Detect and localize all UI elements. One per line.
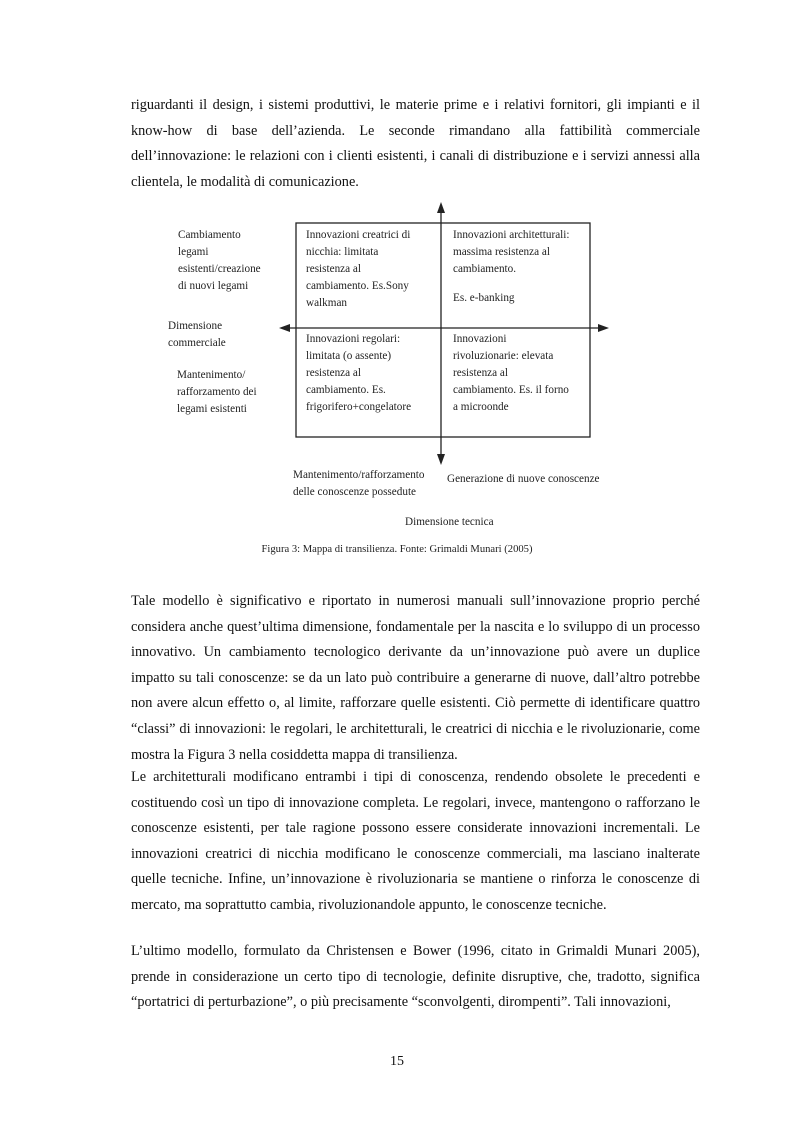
label-commercial-dimension: Dimensione commerciale [168,320,226,349]
label-commercial-change: Cambiamento legami esistenti/creazione di nuovi legami [178,229,261,292]
arrow-right-icon [598,324,609,332]
quadrant-niche: Innovazioni creatrici di nicchia: limitata resistenza al cambiamento. Es.Sony walkman [306,229,411,309]
paragraph-disruptive: L’ultimo modello, formulato da Christensen e Bower (1996, citato in Grimaldi Munari 2005), prende in considerazione un certo tipo di tecnologie, definite disruptive, che, tradotto, significa “portatrici di perturbazione”, o più precisamente “sconvolgenti, dirompenti”. Tali innovazioni, [131,943,700,1011]
paragraph-intro: riguardanti il design, i sistemi produttivi, le materie prime e i relativi fornitori, gli impianti e il know-how di base dell’azienda. Le seconde rimandano alla fattibilità commerciale dell’innovazione: le relazioni con i clienti esistenti, i canali di distribuzione e i servizi annessi alla clientela, le modalità di comunicazione. [131,97,700,190]
paragraph-model-significance: Tale modello è significativo e riportato in numerosi manuali sull’innovazione proprio perché considera anche quest’ultima dimensione, fondamentale per la nascita e lo sviluppo di un processo innovativo. Un cambiamento tecnologico derivante da un’innovazione può avere un duplice impatto su tali conoscenze: se da un lato può contribuire a generarne di nuove, dall’altro potrebbe non avere alcun effetto o, al limite, rafforzare quelle esistenti. Ciò permette di identificare quattro “classi” di innovazioni: le regolari, le architetturali, le creatrici di nicchia e le rivoluzionarie, come mostra la Figura 3 nella cosiddetta mappa di transilienza. [131,593,700,763]
quadrant-architectural: Innovazioni architetturali: massima resistenza al cambiamento. Es. e-banking [453,229,570,304]
quadrant-regular: Innovazioni regolari: limitata (o assente) resistenza al cambiamento. Es. frigorifero+congelatore [306,333,412,413]
page-number: 15 [390,1054,404,1069]
quadrant-revolutionary: Innovazioni rivoluzionarie: elevata resistenza al cambiamento. Es. il forno a microonde [453,333,569,413]
arrow-up-icon [437,202,445,213]
label-technical-dimension: Dimensione tecnica [405,516,494,528]
paragraph-classes: Le architetturali modificano entrambi i tipi di conoscenza, rendendo obsolete le precedenti e costituendo così un tipo di innovazione completa. Le regolari, invece, mantengono o rafforzano le conoscenze esistenti, per tale ragione possono essere considerate innovazioni incrementali. Le innovazioni creatrici di nicchia modificano le conoscenze commerciali, ma lasciano inalterate quelle tecniche. Infine, un’innovazione è rivoluzionaria se mantiene o rinforza le conoscenze di mercato, ma soprattutto cambia, rivoluzionandole appunto, le conoscenze tecniche. [131,769,700,913]
label-technical-generation: Generazione di nuove conoscenze [447,473,600,485]
arrow-left-icon [279,324,290,332]
arrow-down-icon [437,454,445,465]
label-technical-maintenance: Mantenimento/rafforzamento delle conoscenze possedute [293,469,425,498]
figure-caption: Figura 3: Mappa di transilienza. Fonte: Grimaldi Munari (2005) [261,544,533,555]
label-commercial-maintenance: Mantenimento/ rafforzamento dei legami esistenti [177,369,257,415]
